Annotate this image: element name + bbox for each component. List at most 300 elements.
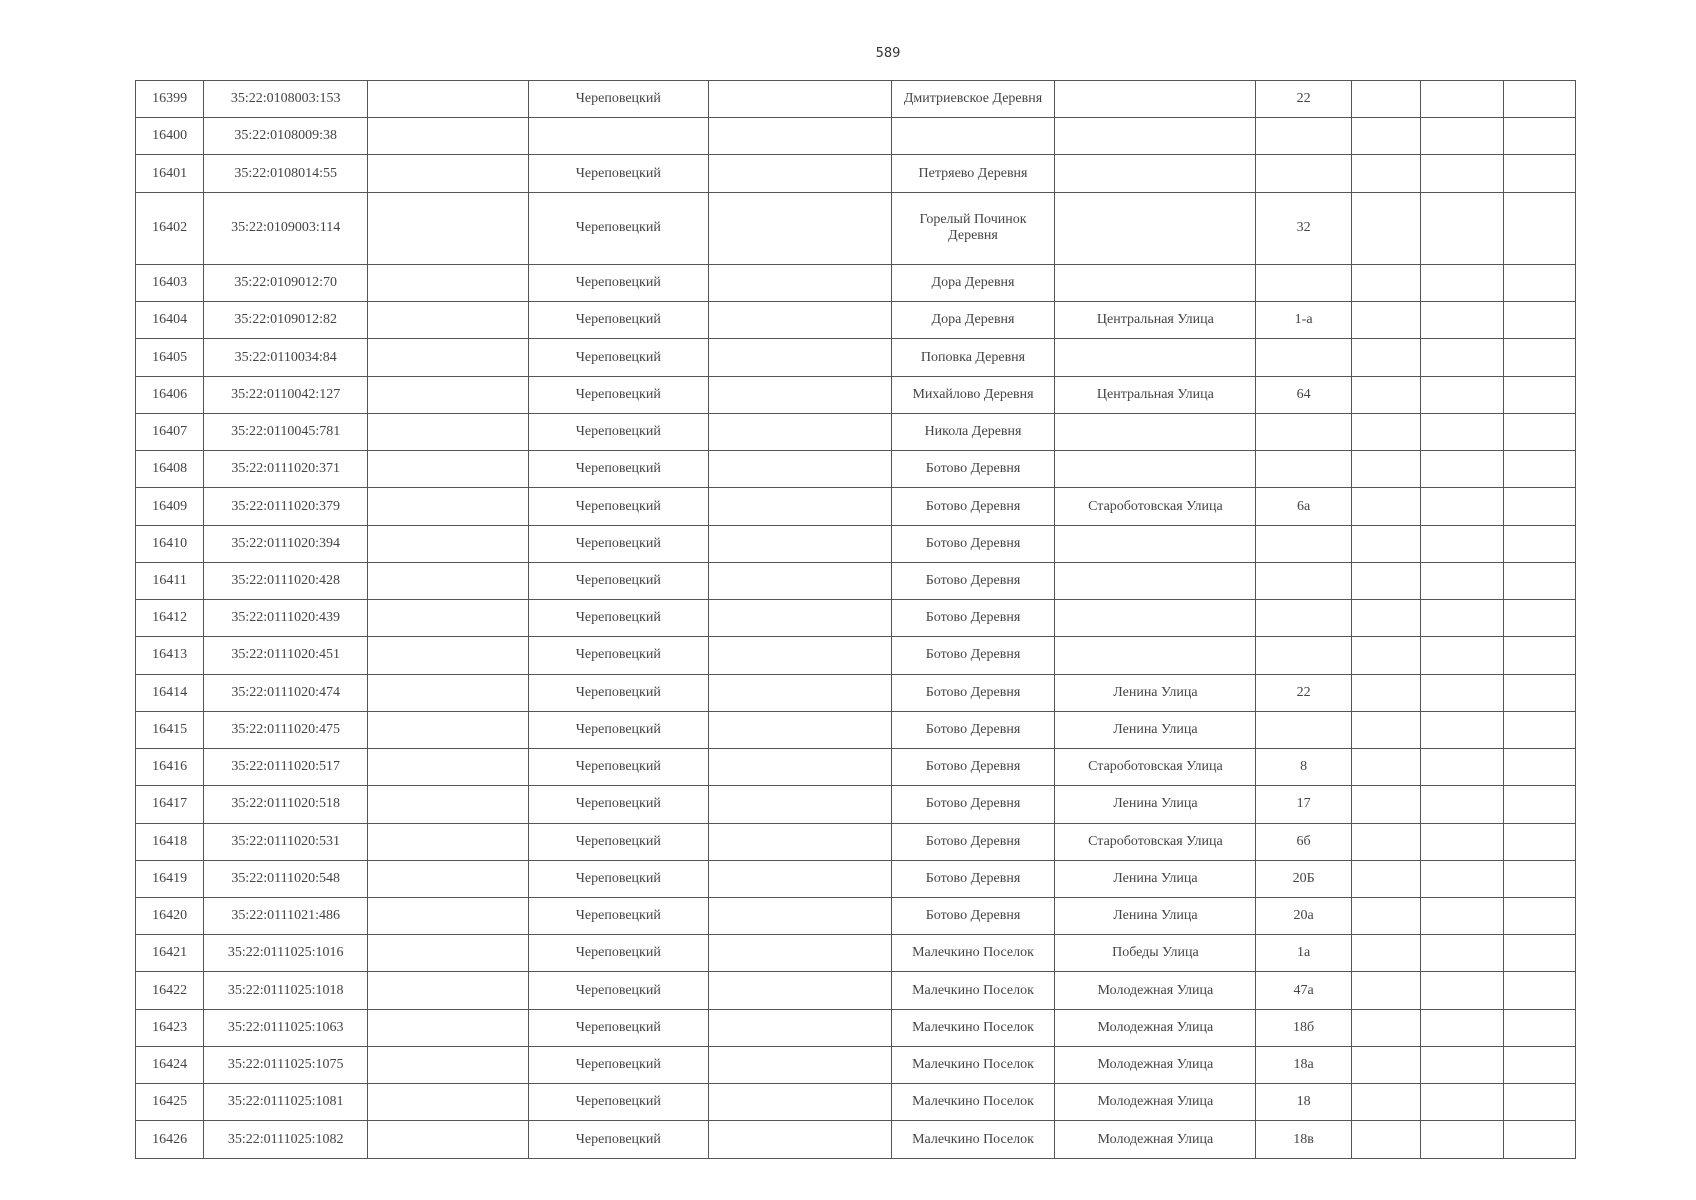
- empty-cell: [708, 376, 891, 413]
- district-cell: Череповецкий: [528, 786, 708, 823]
- cadastral-number-cell: 35:22:0108014:55: [204, 155, 368, 192]
- cadastral-number-cell: 35:22:0109003:114: [204, 192, 368, 264]
- table-row: [136, 525, 1576, 562]
- empty-cell: [1503, 155, 1575, 192]
- row-number-cell: 16424: [136, 1046, 204, 1083]
- district-cell: Череповецкий: [528, 376, 708, 413]
- settlement-cell: Дора Деревня: [891, 302, 1055, 339]
- empty-cell: [368, 860, 529, 897]
- empty-cell: [368, 823, 529, 860]
- empty-cell: [708, 525, 891, 562]
- settlement-cell: Ботово Деревня: [891, 711, 1055, 748]
- cadastral-number-cell: 35:22:0109012:82: [204, 302, 368, 339]
- empty-cell: [368, 302, 529, 339]
- settlement-cell: [891, 118, 1055, 155]
- row-number-cell: 16403: [136, 265, 204, 302]
- row-number-cell: 16423: [136, 1009, 204, 1046]
- house-number-cell: 17: [1256, 786, 1351, 823]
- empty-cell: [368, 265, 529, 302]
- empty-cell: [1503, 302, 1575, 339]
- cadastral-number-cell: 35:22:0111025:1018: [204, 972, 368, 1009]
- settlement-cell: Ботово Деревня: [891, 860, 1055, 897]
- house-number-cell: 1-а: [1256, 302, 1351, 339]
- settlement-cell: Дмитриевское Деревня: [891, 81, 1055, 118]
- empty-cell: [1351, 118, 1420, 155]
- empty-cell: [1421, 155, 1503, 192]
- settlement-cell: Поповка Деревня: [891, 339, 1055, 376]
- empty-cell: [368, 1046, 529, 1083]
- empty-cell: [708, 1009, 891, 1046]
- settlement-cell: Михайлово Деревня: [891, 376, 1055, 413]
- empty-cell: [1503, 972, 1575, 1009]
- row-number-cell: 16410: [136, 525, 204, 562]
- empty-cell: [1421, 339, 1503, 376]
- empty-cell: [1421, 562, 1503, 599]
- district-cell: Череповецкий: [528, 81, 708, 118]
- settlement-cell: Малечкино Поселок: [891, 1009, 1055, 1046]
- empty-cell: [368, 562, 529, 599]
- cadastral-number-cell: 35:22:0111025:1063: [204, 1009, 368, 1046]
- table-row: [136, 637, 1576, 674]
- street-cell: Ленина Улица: [1055, 897, 1256, 934]
- house-number-cell: 20Б: [1256, 860, 1351, 897]
- cadastral-number-cell: 35:22:0111020:548: [204, 860, 368, 897]
- empty-cell: [1351, 451, 1420, 488]
- house-number-cell: 20а: [1256, 897, 1351, 934]
- house-number-cell: 47а: [1256, 972, 1351, 1009]
- empty-cell: [708, 972, 891, 1009]
- district-cell: Череповецкий: [528, 711, 708, 748]
- empty-cell: [1421, 637, 1503, 674]
- street-cell: Староботовская Улица: [1055, 488, 1256, 525]
- street-cell: Молодежная Улица: [1055, 972, 1256, 1009]
- settlement-cell: Малечкино Поселок: [891, 1084, 1055, 1121]
- settlement-cell: Ботово Деревня: [891, 786, 1055, 823]
- empty-cell: [708, 488, 891, 525]
- empty-cell: [368, 525, 529, 562]
- empty-cell: [708, 413, 891, 450]
- empty-cell: [1503, 600, 1575, 637]
- empty-cell: [1351, 711, 1420, 748]
- empty-cell: [1351, 562, 1420, 599]
- table-row: [136, 600, 1576, 637]
- cadastral-number-cell: 35:22:0111020:371: [204, 451, 368, 488]
- district-cell: Череповецкий: [528, 1009, 708, 1046]
- row-number-cell: 16422: [136, 972, 204, 1009]
- empty-cell: [1421, 488, 1503, 525]
- empty-cell: [1421, 860, 1503, 897]
- street-cell: Староботовская Улица: [1055, 749, 1256, 786]
- empty-cell: [1421, 413, 1503, 450]
- empty-cell: [708, 562, 891, 599]
- table-row: [136, 488, 1576, 525]
- empty-cell: [1421, 1009, 1503, 1046]
- empty-cell: [1503, 265, 1575, 302]
- empty-cell: [368, 637, 529, 674]
- settlement-cell: Ботово Деревня: [891, 637, 1055, 674]
- empty-cell: [368, 155, 529, 192]
- house-number-cell: [1256, 118, 1351, 155]
- house-number-cell: [1256, 413, 1351, 450]
- row-number-cell: 16406: [136, 376, 204, 413]
- cadastral-number-cell: 35:22:0111020:517: [204, 749, 368, 786]
- empty-cell: [368, 749, 529, 786]
- row-number-cell: 16411: [136, 562, 204, 599]
- row-number-cell: 16419: [136, 860, 204, 897]
- street-cell: Победы Улица: [1055, 935, 1256, 972]
- street-cell: Молодежная Улица: [1055, 1046, 1256, 1083]
- empty-cell: [368, 1121, 529, 1159]
- empty-cell: [1421, 81, 1503, 118]
- empty-cell: [1421, 525, 1503, 562]
- empty-cell: [1351, 339, 1420, 376]
- empty-cell: [1421, 265, 1503, 302]
- cadastral-number-cell: 35:22:0111025:1016: [204, 935, 368, 972]
- table-row: [136, 1046, 1576, 1083]
- empty-cell: [1351, 637, 1420, 674]
- cadastral-number-cell: 35:22:0109012:70: [204, 265, 368, 302]
- empty-cell: [708, 265, 891, 302]
- empty-cell: [1351, 1009, 1420, 1046]
- district-cell: Череповецкий: [528, 1046, 708, 1083]
- street-cell: Центральная Улица: [1055, 302, 1256, 339]
- row-number-cell: 16409: [136, 488, 204, 525]
- row-number-cell: 16421: [136, 935, 204, 972]
- house-number-cell: [1256, 562, 1351, 599]
- settlement-cell: Ботово Деревня: [891, 600, 1055, 637]
- house-number-cell: 1а: [1256, 935, 1351, 972]
- house-number-cell: 18б: [1256, 1009, 1351, 1046]
- house-number-cell: [1256, 155, 1351, 192]
- cadastral-number-cell: 35:22:0111020:439: [204, 600, 368, 637]
- cadastral-number-cell: 35:22:0111020:475: [204, 711, 368, 748]
- house-number-cell: 6б: [1256, 823, 1351, 860]
- district-cell: Череповецкий: [528, 488, 708, 525]
- empty-cell: [368, 451, 529, 488]
- empty-cell: [368, 413, 529, 450]
- empty-cell: [708, 860, 891, 897]
- empty-cell: [1351, 786, 1420, 823]
- street-cell: Молодежная Улица: [1055, 1084, 1256, 1121]
- empty-cell: [1421, 749, 1503, 786]
- empty-cell: [1351, 1084, 1420, 1121]
- street-cell: Ленина Улица: [1055, 711, 1256, 748]
- empty-cell: [1351, 674, 1420, 711]
- district-cell: [528, 118, 708, 155]
- empty-cell: [1503, 1009, 1575, 1046]
- empty-cell: [368, 339, 529, 376]
- street-cell: [1055, 118, 1256, 155]
- settlement-cell: Ботово Деревня: [891, 823, 1055, 860]
- cadastral-number-cell: 35:22:0110034:84: [204, 339, 368, 376]
- empty-cell: [368, 192, 529, 264]
- empty-cell: [1503, 1046, 1575, 1083]
- settlement-cell: Дора Деревня: [891, 265, 1055, 302]
- cadastral-number-cell: 35:22:0111021:486: [204, 897, 368, 934]
- empty-cell: [1421, 118, 1503, 155]
- empty-cell: [708, 81, 891, 118]
- empty-cell: [708, 339, 891, 376]
- empty-cell: [1503, 488, 1575, 525]
- street-cell: [1055, 339, 1256, 376]
- empty-cell: [1351, 488, 1420, 525]
- empty-cell: [1421, 823, 1503, 860]
- row-number-cell: 16402: [136, 192, 204, 264]
- cadastral-number-cell: 35:22:0111020:474: [204, 674, 368, 711]
- empty-cell: [1503, 749, 1575, 786]
- empty-cell: [1351, 155, 1420, 192]
- empty-cell: [1421, 1121, 1503, 1159]
- row-number-cell: 16418: [136, 823, 204, 860]
- empty-cell: [1351, 972, 1420, 1009]
- empty-cell: [708, 711, 891, 748]
- house-number-cell: [1256, 711, 1351, 748]
- district-cell: Череповецкий: [528, 860, 708, 897]
- table-row: [136, 711, 1576, 748]
- settlement-cell: Ботово Деревня: [891, 897, 1055, 934]
- street-cell: [1055, 265, 1256, 302]
- district-cell: Череповецкий: [528, 897, 708, 934]
- street-cell: Староботовская Улица: [1055, 823, 1256, 860]
- empty-cell: [708, 600, 891, 637]
- settlement-cell: Петряево Деревня: [891, 155, 1055, 192]
- street-cell: Ленина Улица: [1055, 860, 1256, 897]
- table-row: [136, 562, 1576, 599]
- street-cell: Ленина Улица: [1055, 674, 1256, 711]
- district-cell: Череповецкий: [528, 562, 708, 599]
- table-row: [136, 302, 1576, 339]
- table-row: [136, 786, 1576, 823]
- empty-cell: [1351, 525, 1420, 562]
- empty-cell: [708, 637, 891, 674]
- empty-cell: [1421, 302, 1503, 339]
- row-number-cell: 16407: [136, 413, 204, 450]
- empty-cell: [1503, 1121, 1575, 1159]
- empty-cell: [1421, 674, 1503, 711]
- street-cell: [1055, 600, 1256, 637]
- settlement-cell: Ботово Деревня: [891, 525, 1055, 562]
- settlement-cell: Ботово Деревня: [891, 674, 1055, 711]
- empty-cell: [1421, 376, 1503, 413]
- table-row: [136, 972, 1576, 1009]
- table-row: [136, 1121, 1576, 1159]
- settlement-cell: Ботово Деревня: [891, 488, 1055, 525]
- house-number-cell: 18в: [1256, 1121, 1351, 1159]
- empty-cell: [368, 1009, 529, 1046]
- settlement-cell: Малечкино Поселок: [891, 935, 1055, 972]
- empty-cell: [708, 823, 891, 860]
- empty-cell: [1421, 192, 1503, 264]
- house-number-cell: 32: [1256, 192, 1351, 264]
- empty-cell: [708, 1084, 891, 1121]
- empty-cell: [1351, 749, 1420, 786]
- cadastral-number-cell: 35:22:0111020:531: [204, 823, 368, 860]
- empty-cell: [1503, 823, 1575, 860]
- settlement-cell: Ботово Деревня: [891, 749, 1055, 786]
- row-number-cell: 16405: [136, 339, 204, 376]
- empty-cell: [368, 81, 529, 118]
- table-row: [136, 897, 1576, 934]
- table-row: [136, 749, 1576, 786]
- settlement-cell: Ботово Деревня: [891, 451, 1055, 488]
- empty-cell: [1503, 637, 1575, 674]
- empty-cell: [708, 674, 891, 711]
- cadastral-number-cell: 35:22:0111025:1081: [204, 1084, 368, 1121]
- empty-cell: [708, 786, 891, 823]
- table-row: [136, 860, 1576, 897]
- empty-cell: [708, 749, 891, 786]
- empty-cell: [368, 376, 529, 413]
- table-row: [136, 1084, 1576, 1121]
- district-cell: Череповецкий: [528, 823, 708, 860]
- empty-cell: [1351, 823, 1420, 860]
- empty-cell: [1351, 600, 1420, 637]
- row-number-cell: 16408: [136, 451, 204, 488]
- empty-cell: [1503, 118, 1575, 155]
- district-cell: Череповецкий: [528, 1121, 708, 1159]
- cadastral-number-cell: 35:22:0108009:38: [204, 118, 368, 155]
- settlement-cell: Никола Деревня: [891, 413, 1055, 450]
- table-row: [136, 81, 1576, 118]
- table-row: [136, 265, 1576, 302]
- street-cell: Ленина Улица: [1055, 786, 1256, 823]
- empty-cell: [1503, 192, 1575, 264]
- house-number-cell: 18: [1256, 1084, 1351, 1121]
- cadastral-number-cell: 35:22:0110045:781: [204, 413, 368, 450]
- empty-cell: [1351, 265, 1420, 302]
- district-cell: Череповецкий: [528, 265, 708, 302]
- table-row: [136, 413, 1576, 450]
- house-number-cell: [1256, 339, 1351, 376]
- table-row: [136, 376, 1576, 413]
- district-cell: Череповецкий: [528, 674, 708, 711]
- district-cell: Череповецкий: [528, 525, 708, 562]
- street-cell: [1055, 637, 1256, 674]
- district-cell: Череповецкий: [528, 749, 708, 786]
- cadastral-number-cell: 35:22:0111025:1082: [204, 1121, 368, 1159]
- table-row: [136, 451, 1576, 488]
- settlement-cell: Горелый Починок Деревня: [891, 192, 1055, 264]
- row-number-cell: 16404: [136, 302, 204, 339]
- house-number-cell: [1256, 600, 1351, 637]
- empty-cell: [1351, 935, 1420, 972]
- table-row: [136, 674, 1576, 711]
- district-cell: Череповецкий: [528, 192, 708, 264]
- empty-cell: [708, 192, 891, 264]
- house-number-cell: 64: [1256, 376, 1351, 413]
- table-row: [136, 118, 1576, 155]
- street-cell: [1055, 525, 1256, 562]
- empty-cell: [1503, 339, 1575, 376]
- street-cell: [1055, 81, 1256, 118]
- district-cell: Череповецкий: [528, 600, 708, 637]
- street-cell: Центральная Улица: [1055, 376, 1256, 413]
- empty-cell: [1421, 897, 1503, 934]
- table-row: [136, 192, 1576, 264]
- empty-cell: [1351, 413, 1420, 450]
- row-number-cell: 16414: [136, 674, 204, 711]
- empty-cell: [1351, 302, 1420, 339]
- empty-cell: [368, 1084, 529, 1121]
- empty-cell: [1503, 860, 1575, 897]
- empty-cell: [368, 972, 529, 1009]
- empty-cell: [1421, 451, 1503, 488]
- registry-table: [135, 80, 1576, 1159]
- cadastral-number-cell: 35:22:0110042:127: [204, 376, 368, 413]
- row-number-cell: 16413: [136, 637, 204, 674]
- empty-cell: [708, 1046, 891, 1083]
- house-number-cell: [1256, 525, 1351, 562]
- cadastral-number-cell: 35:22:0111020:518: [204, 786, 368, 823]
- empty-cell: [1503, 674, 1575, 711]
- empty-cell: [708, 897, 891, 934]
- district-cell: Череповецкий: [528, 972, 708, 1009]
- street-cell: Молодежная Улица: [1055, 1009, 1256, 1046]
- empty-cell: [1503, 897, 1575, 934]
- empty-cell: [368, 935, 529, 972]
- district-cell: Череповецкий: [528, 935, 708, 972]
- empty-cell: [1503, 711, 1575, 748]
- empty-cell: [1421, 786, 1503, 823]
- street-cell: [1055, 451, 1256, 488]
- cadastral-number-cell: 35:22:0111020:379: [204, 488, 368, 525]
- settlement-cell: Малечкино Поселок: [891, 1046, 1055, 1083]
- empty-cell: [1351, 81, 1420, 118]
- house-number-cell: 18а: [1256, 1046, 1351, 1083]
- street-cell: Молодежная Улица: [1055, 1121, 1256, 1159]
- row-number-cell: 16412: [136, 600, 204, 637]
- empty-cell: [1421, 1046, 1503, 1083]
- street-cell: [1055, 413, 1256, 450]
- district-cell: Череповецкий: [528, 302, 708, 339]
- house-number-cell: [1256, 637, 1351, 674]
- row-number-cell: 16425: [136, 1084, 204, 1121]
- table-row: [136, 823, 1576, 860]
- table-row: [136, 155, 1576, 192]
- row-number-cell: 16415: [136, 711, 204, 748]
- row-number-cell: 16420: [136, 897, 204, 934]
- row-number-cell: 16416: [136, 749, 204, 786]
- district-cell: Череповецкий: [528, 155, 708, 192]
- empty-cell: [1351, 192, 1420, 264]
- empty-cell: [1351, 860, 1420, 897]
- row-number-cell: 16400: [136, 118, 204, 155]
- empty-cell: [1351, 1121, 1420, 1159]
- row-number-cell: 16426: [136, 1121, 204, 1159]
- settlement-cell: Малечкино Поселок: [891, 972, 1055, 1009]
- district-cell: Череповецкий: [528, 413, 708, 450]
- settlement-cell: Малечкино Поселок: [891, 1121, 1055, 1159]
- table-row: [136, 935, 1576, 972]
- empty-cell: [708, 935, 891, 972]
- district-cell: Череповецкий: [528, 637, 708, 674]
- empty-cell: [1503, 376, 1575, 413]
- empty-cell: [1503, 525, 1575, 562]
- empty-cell: [1421, 935, 1503, 972]
- district-cell: Череповецкий: [528, 451, 708, 488]
- district-cell: Череповецкий: [528, 1084, 708, 1121]
- empty-cell: [708, 155, 891, 192]
- row-number-cell: 16417: [136, 786, 204, 823]
- empty-cell: [708, 1121, 891, 1159]
- cadastral-number-cell: 35:22:0111020:394: [204, 525, 368, 562]
- empty-cell: [708, 118, 891, 155]
- empty-cell: [368, 674, 529, 711]
- empty-cell: [1351, 897, 1420, 934]
- cadastral-number-cell: 35:22:0111020:428: [204, 562, 368, 599]
- empty-cell: [1503, 935, 1575, 972]
- street-cell: [1055, 155, 1256, 192]
